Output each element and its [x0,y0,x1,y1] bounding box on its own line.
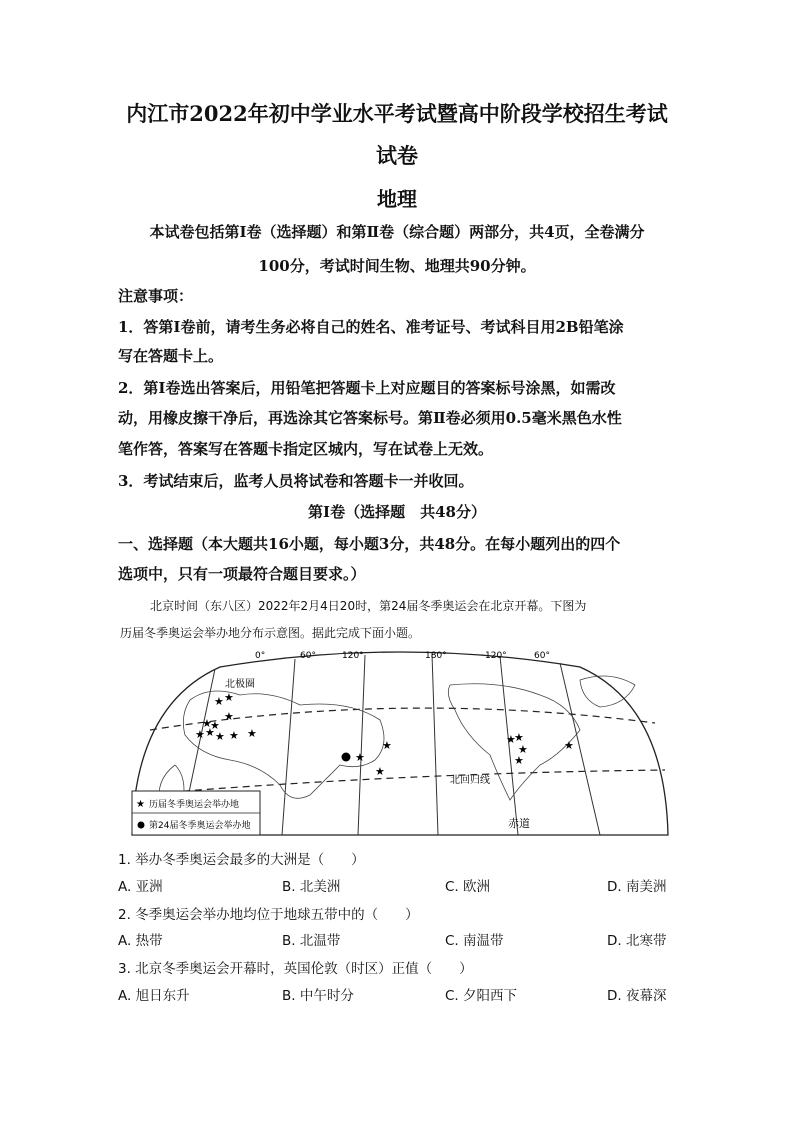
host-star: ★ [355,751,365,764]
host-star: ★ [214,695,224,708]
equator-label: 赤道 [508,817,530,830]
question-3-option-d[interactable]: D. 夜幕深 [607,988,667,1004]
material-line1: 北京时间（东八区）2022年2月4日20时，第24届冬季奥运会在北京开幕。下图为 [150,599,587,613]
legend-star-icon: ★ [136,799,145,810]
question-2-stem: 2. 冬季奥运会举办地均位于地球五带中的（ ） [118,907,419,923]
host-star: ★ [195,728,205,741]
question-1-option-a[interactable]: A. 亚洲 [118,879,163,895]
host-star: ★ [247,727,257,740]
exam-title-line1: 内江市2022年初中学业水平考试暨高中阶段学校招生考试 [126,101,668,126]
host-star: ★ [202,717,212,730]
question-3-stem: 3. 北京冬季奥运会开幕时，英国伦敦（时区）正值（ ） [118,961,473,977]
exam-title-line2: 试卷 [376,143,418,168]
question-1-option-d[interactable]: D. 南美洲 [607,879,667,895]
legend-past-label: 历届冬季奥运会举办地 [149,800,240,810]
host-star: ★ [382,739,392,752]
note-1b: 写在答题卡上。 [118,347,224,365]
question-3-option-c[interactable]: C. 夕阳西下 [445,988,518,1004]
host-star: ★ [514,754,524,767]
lon-label-120: 120° [342,651,364,661]
note-3: 3．考试结束后，监考人员将试卷和答题卡一并收回。 [118,472,474,490]
note-2a: 2．第Ⅰ卷选出答案后，用铅笔把答题卡上对应题目的答案标号涂黑，如需改 [118,379,616,397]
host-star: ★ [210,719,220,732]
lon-label-60: 60° [300,651,316,661]
question-3-option-b[interactable]: B. 中午时分 [282,988,354,1004]
lon-label-180: 180° [425,651,447,661]
intro-line1: 本试卷包括第Ⅰ卷（选择题）和第Ⅱ卷（综合题）两部分，共4页，全卷满分 [149,223,645,241]
question-2-option-c[interactable]: C. 南温带 [445,933,504,949]
legend-dot-icon [138,822,145,829]
host-star: ★ [375,765,385,778]
note-1a: 1．答第Ⅰ卷前，请考生务必将自己的姓名、准考证号、考试科目用2B铅笔涂 [118,318,624,336]
host-star: ★ [506,733,516,746]
host-star: ★ [205,726,215,739]
host-star: ★ [518,743,528,756]
lon-label-0: 0° [255,651,266,661]
host-star: ★ [564,739,574,752]
host-star: ★ [224,710,234,723]
material-line2: 历届冬季奥运会举办地分布示意图。据此完成下面小题。 [120,626,421,640]
section-instruction-2: 选项中，只有一项最符合题目要求。） [118,565,366,583]
question-2-option-b[interactable]: B. 北温带 [282,933,341,949]
question-3-option-a[interactable]: A. 旭日东升 [118,988,190,1004]
question-1-option-b[interactable]: B. 北美洲 [282,879,341,895]
lon-label-120w: 120° [485,651,507,661]
subject-title: 地理 [377,187,417,211]
question-1-stem: 1. 举办冬季奥运会最多的大洲是（ ） [118,852,365,868]
question-1-option-c[interactable]: C. 欧洲 [445,879,491,895]
section-heading: 第Ⅰ卷（选择题 共48分） [308,503,486,521]
beijing-marker [342,753,351,762]
intro-line2: 100分，考试时间生物、地理共90分钟。 [258,257,536,275]
legend-24th-label: 第24届冬季奥运会举办地 [149,821,251,831]
host-star: ★ [229,729,239,742]
host-star: ★ [215,730,225,743]
notes-heading: 注意事项： [118,287,194,305]
tropic-cancer-label: 北回归线 [450,775,490,786]
section-instruction-1: 一、选择题（本大题共16小题，每小题3分，共48分。在每小题列出的四个 [118,535,621,553]
host-star: ★ [514,731,524,744]
note-2b: 动，用橡皮擦干净后，再选涂其它答案标号。第Ⅱ卷必须用0.5毫米黑色水性 [118,409,622,427]
winter-olympics-map [120,645,680,840]
note-2c: 笔作答，答案写在答题卡指定区城内，写在试卷上无效。 [118,440,494,458]
arctic-circle-label: 北极圈 [225,679,255,690]
host-star: ★ [224,691,234,704]
question-2-option-a[interactable]: A. 热带 [118,933,163,949]
question-2-option-d[interactable]: D. 北寒带 [607,933,667,949]
lon-label-60w: 60° [534,651,550,661]
